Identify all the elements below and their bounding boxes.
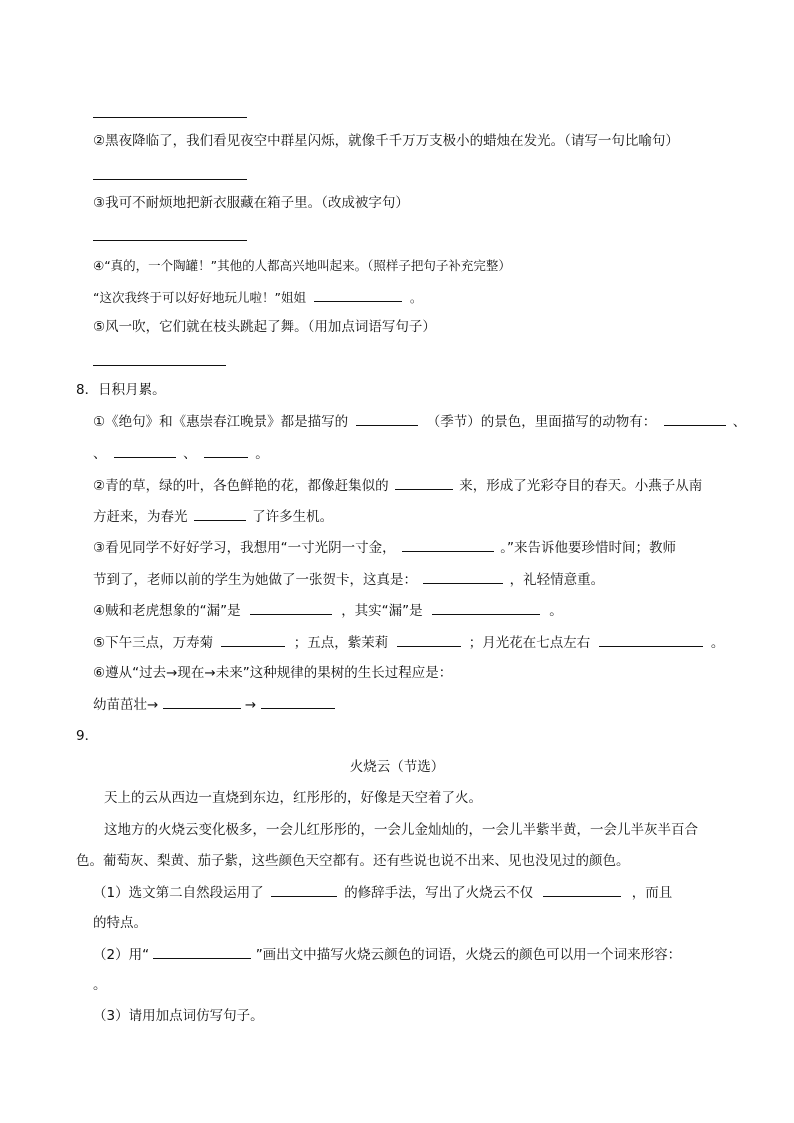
q8-line-5-text-d: 。 <box>710 635 725 651</box>
q8-line-6b <box>93 694 335 715</box>
answer-blank[interactable] <box>250 600 332 615</box>
q8-line-2b <box>93 506 333 527</box>
q7-item-4-period: 。 <box>409 290 423 305</box>
q8-line-5 <box>93 632 724 653</box>
answer-blank[interactable] <box>423 569 503 584</box>
q7-item-5: ⑤风一吹，它们就在枝头跳起了舞。（用加点词语写句子） <box>93 319 436 335</box>
q9-sub-1-text-a: （1）选文第二自然段运用了 <box>93 885 264 901</box>
answer-blank[interactable] <box>93 117 247 118</box>
answer-blank[interactable] <box>432 600 540 615</box>
answer-blank[interactable] <box>543 882 621 897</box>
q8-line-6b-text-b: → <box>244 697 257 713</box>
passage-paragraph-2-cont: 色。葡萄灰、梨黄、茄子紫，这些颜色天空都有。还有些说也说不出来、见也没见过的颜色。 <box>76 853 630 869</box>
q8-line-1-text-b: （季节）的景色，里面描写的动物有： <box>426 414 657 430</box>
q9-sub-1-text-b: 的修辞手法，写出了火烧云不仅 <box>344 885 534 901</box>
q8-line-5-text-a: ⑤下午三点，万寿菊 <box>93 635 214 651</box>
q8-line-1b-text-a: 、 <box>93 446 107 462</box>
answer-blank[interactable] <box>664 411 726 426</box>
q9-sub-1 <box>93 882 672 903</box>
q8-line-6: ⑥遵从“过去→现在→未来”这种规律的果树的生长过程应是： <box>93 665 453 681</box>
q9-sub-2 <box>93 944 681 965</box>
q8-line-3b-text-a: 节到了，老师以前的学生为她做了一张贺卡，这真是： <box>93 572 417 588</box>
q9-sub-1-text-c: ，而且 <box>631 885 673 901</box>
answer-blank[interactable] <box>402 537 494 552</box>
answer-blank[interactable] <box>93 179 247 180</box>
q8-line-3-text-a: ③看见同学不好好学习，我想用“一寸光阴一寸金， <box>93 540 396 556</box>
answer-blank[interactable] <box>163 694 241 709</box>
answer-blank[interactable] <box>397 632 461 647</box>
q7-item-4: ④“真的，一个陶罐！”其他的人都高兴地叫起来。（照样子把句子补充完整） <box>93 258 511 273</box>
q8-line-1-text-c: 、 <box>732 414 747 430</box>
q8-line-1 <box>93 411 746 432</box>
q8-line-5-text-c: ；月光花在七点左右 <box>468 635 591 651</box>
q9-sub-3: （3）请用加点词仿写句子。 <box>93 1008 264 1024</box>
passage-paragraph-1: 天上的云从西边一直烧到东边，红彤彤的，好像是天空着了火。 <box>104 790 482 806</box>
answer-blank[interactable] <box>356 411 418 426</box>
answer-blank[interactable] <box>204 443 248 458</box>
passage-paragraph-2: 这地方的火烧云变化极多，一会儿红彤彤的，一会儿金灿灿的，一会儿半紫半黄，一会儿半灰半百合 <box>104 822 698 838</box>
q8-line-3b <box>93 569 604 590</box>
q7-item-3: ③我可不耐烦地把新衣服藏在箱子里。（改成被字句） <box>93 195 409 211</box>
q8-line-2-text-b: 来，形成了光彩夺目的春天。小燕子从南 <box>459 478 703 494</box>
q9-number: 9． <box>76 728 99 744</box>
answer-blank[interactable] <box>261 694 335 709</box>
answer-blank[interactable] <box>314 287 402 302</box>
q8-line-5-text-b: ；五点，紫茉莉 <box>293 635 389 651</box>
q9-sub-2-cont: 。 <box>93 977 107 993</box>
q8-line-6b-text-a: 幼苗茁壮→ <box>93 697 159 713</box>
q8-line-1b-text-c: 。 <box>255 446 269 462</box>
q9-sub-2-text-a: （2）用“ <box>93 947 150 963</box>
q8-line-4 <box>93 600 563 621</box>
q8-line-2-text-a: ②青的草，绿的叶，各色鲜艳的花，都像赶集似的 <box>93 478 389 494</box>
q9-sub-2-text-b: ”画出文中描写火烧云颜色的词语，火烧云的颜色可以用一个词来形容： <box>255 947 682 963</box>
q8-line-1b-text-b: 、 <box>183 446 197 462</box>
q8-line-2b-text-b: 了许多生机。 <box>252 509 334 525</box>
q8-line-3-text-b: 。”来告诉他要珍惜时间；教师 <box>500 540 676 556</box>
q7-item-4-sentence-text: “这次我终于可以好好地玩儿啦！”姐姐 <box>93 290 306 305</box>
answer-blank[interactable] <box>194 506 246 521</box>
answer-blank[interactable] <box>153 944 251 959</box>
q8-line-2 <box>93 475 702 496</box>
q7-item-2: ②黑夜降临了，我们看见夜空中群星闪烁，就像千千万万支极小的蜡烛在发光。（请写一句比喻句） <box>93 133 679 149</box>
q8-line-4-text-b: ，其实“漏”是 <box>341 603 423 619</box>
answer-blank[interactable] <box>221 632 285 647</box>
q8-line-3 <box>93 537 676 558</box>
q7-item-4-sentence <box>93 287 422 308</box>
q8-line-3b-text-b: ，礼轻情意重。 <box>509 572 605 588</box>
passage-title: 火烧云（节选） <box>349 759 445 775</box>
q8-line-4-text-c: 。 <box>549 603 563 619</box>
q8-title: 8．日积月累。 <box>76 382 166 398</box>
answer-blank[interactable] <box>114 443 176 458</box>
answer-blank[interactable] <box>93 365 226 366</box>
q8-line-1-text-a: ①《绝句》和《惠崇春江晚景》都是描写的 <box>93 414 349 430</box>
answer-blank[interactable] <box>599 632 703 647</box>
answer-blank[interactable] <box>93 240 247 241</box>
q8-line-1b <box>93 443 269 464</box>
q9-sub-1-cont: 的特点。 <box>93 915 147 931</box>
answer-blank[interactable] <box>271 882 337 897</box>
answer-blank[interactable] <box>395 475 453 490</box>
q8-line-4-text-a: ④贼和老虎想象的“漏”是 <box>93 603 241 619</box>
q8-line-2b-text-a: 方赶来，为春光 <box>93 509 188 525</box>
